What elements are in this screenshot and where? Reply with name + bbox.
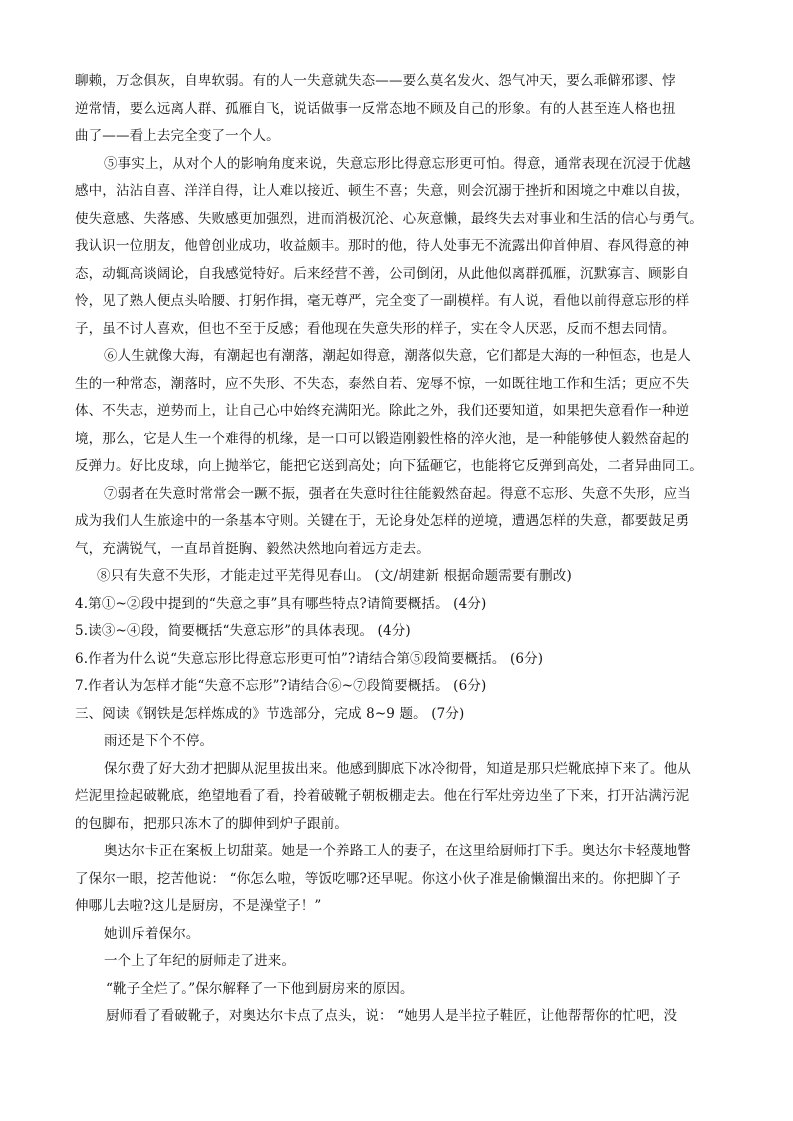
text-line: 成为我们人生旅途中的一条基本守则。关键在于，无论身处怎样的逆境，遭遇怎样的失意，都要鼓足勇 [75, 513, 690, 529]
question-6: 6.作者为什么说“失意忘形比得意忘形更可怕”?请结合第⑤段简要概括。 (6分) [75, 650, 544, 667]
paragraph-7-start: ⑦弱者在失意时常常会一蹶不振，强者在失意时往往能毅然奋起。得意不忘形、失意不失形，应当 [104, 485, 691, 502]
text-line: 态，动辄高谈阔论，自我感觉特好。后来经营不善，公司倒闭，从此他似离群孤雁，沉默寡言、顾影自 [75, 265, 690, 282]
text-line: 的包脚布，把那只冻木了的脚伸到炉子跟前。 [75, 815, 348, 832]
text-line: 了保尔一眼，挖苦他说： “你怎么啦，等饭吃哪?还早呢。你这小伙子准是偷懒溜出来的。你把脚丫子 [75, 870, 681, 887]
text-line: 反弹力。好比皮球，向上抛举它，能把它送到高处；向下猛砸它，也能将它反弹到高处，二者异曲同工。 [75, 458, 703, 474]
text-line: 一个上了年纪的厨师走了进来。 [104, 953, 296, 969]
text-line: 体、不失志，逆势而上，让自己心中始终充满阳光。除此之外，我们还要知道，如果把失意看作一种逆 [75, 403, 690, 419]
question-5: 5.读③~④段，简要概括“失意忘形”的具体表现。 (4分) [75, 623, 411, 639]
text-line: 雨还是下个不停。 [104, 733, 214, 749]
question-7: 7.作者认为怎样才能“失意不忘形”?请结合⑥~⑦段简要概括。 (6分) [75, 678, 487, 694]
text-line: 她训斥着保尔。 [104, 925, 200, 942]
document-page [75, 68, 735, 1031]
text-line: 曲了——看上去完全变了一个人。 [75, 128, 280, 144]
question-4: 4.第①~②段中提到的“失意之事”具有哪些特点?请简要概括。 (4分) [75, 595, 487, 612]
text-line: 生的一种常态，潮落时，应不失形、不失态，泰然自若、宠辱不惊，一如既往地工作和生活；更应不失 [75, 375, 690, 392]
text-line: 我认识一位朋友，他曾创业成功，收益颇丰。那时的他，待人处事无不流露出仰首伸眉、春风得意的神 [75, 238, 690, 254]
text-line: 厨师看了看破靴子，对奥达尔卡点了点头，说： “她男人是半拉子鞋匠，让他帮帮你的忙吧，没 [106, 1008, 678, 1024]
section-3-heading: 三、阅读《钢铁是怎样炼成的》节选部分，完成 8~9 题。 (7分) [75, 705, 465, 722]
paragraph-8-source: ⑧只有失意不失形，才能走过平芜得见春山。 (文/胡建新 根据命题需要有删改) [97, 568, 572, 584]
text-line: 伸哪儿去啦?这儿是厨房，不是澡堂子！” [75, 898, 322, 914]
text-line: 子，虽不讨人喜欢，但也不至于反感；看他现在失意失形的样子，实在令人厌恶，反而不想去同情。 [75, 320, 676, 337]
text-line: 使失意感、失落感、失败感更加强烈，进而消极沉沦、心灰意懒，最终失去对事业和生活的信心与勇气。 [75, 210, 703, 227]
text-line: 怜，见了熟人便点头哈腰、打躬作揖，毫无尊严，完全变了一副模样。有人说，看他以前得意忘形的样 [75, 293, 690, 309]
text-line: 保尔费了好大劲才把脚从泥里拔出来。他感到脚底下冰冷彻骨，知道是那只烂靴底掉下来了。他从 [104, 760, 691, 777]
text-line: 逆常情，要么远离人群、孤雁自飞，说话做事一反常态地不顾及自己的形象。有的人甚至连人格也扭 [75, 100, 676, 117]
text-line: 聊赖，万念俱灰，自卑软弱。有的人一失意就失态——要么莫名发火、怨气冲天，要么乖僻邪谬、悖 [75, 73, 676, 89]
paragraph-5-start: ⑤事实上，从对个人的影响角度来说，失意忘形比得意忘形更可怕。得意，通常表现在沉浸于优越 [104, 155, 691, 172]
text-line: 烂泥里捡起破靴底，绝望地看了看，拎着破靴子朝板棚走去。他在行军灶旁边坐了下来，打开沾满污泥 [75, 788, 690, 804]
text-line: 境，那么，它是人生一个难得的机缘，是一口可以锻造刚毅性格的淬火池，是一种能够使人毅然奋起的 [75, 430, 690, 447]
text-line: 奥达尔卡正在案板上切甜菜。她是一个养路工人的妻子，在这里给厨师打下手。奥达尔卡轻蔑地瞥 [104, 843, 691, 859]
paragraph-6-start: ⑥人生就像大海，有潮起也有潮落，潮起如得意，潮落似失意，它们都是大海的一种恒态，也是人 [104, 348, 691, 364]
text-line: 感中，沾沾自喜、洋洋自得，让人难以接近、顿生不喜；失意，则会沉溺于挫折和困境之中难以自拔， [75, 183, 690, 199]
text-line: “靴子全烂了。”保尔解释了一下他到厨房来的原因。 [106, 980, 414, 997]
text-line: 气，充满锐气，一直昂首挺胸、毅然决然地向着远方走去。 [75, 540, 430, 557]
